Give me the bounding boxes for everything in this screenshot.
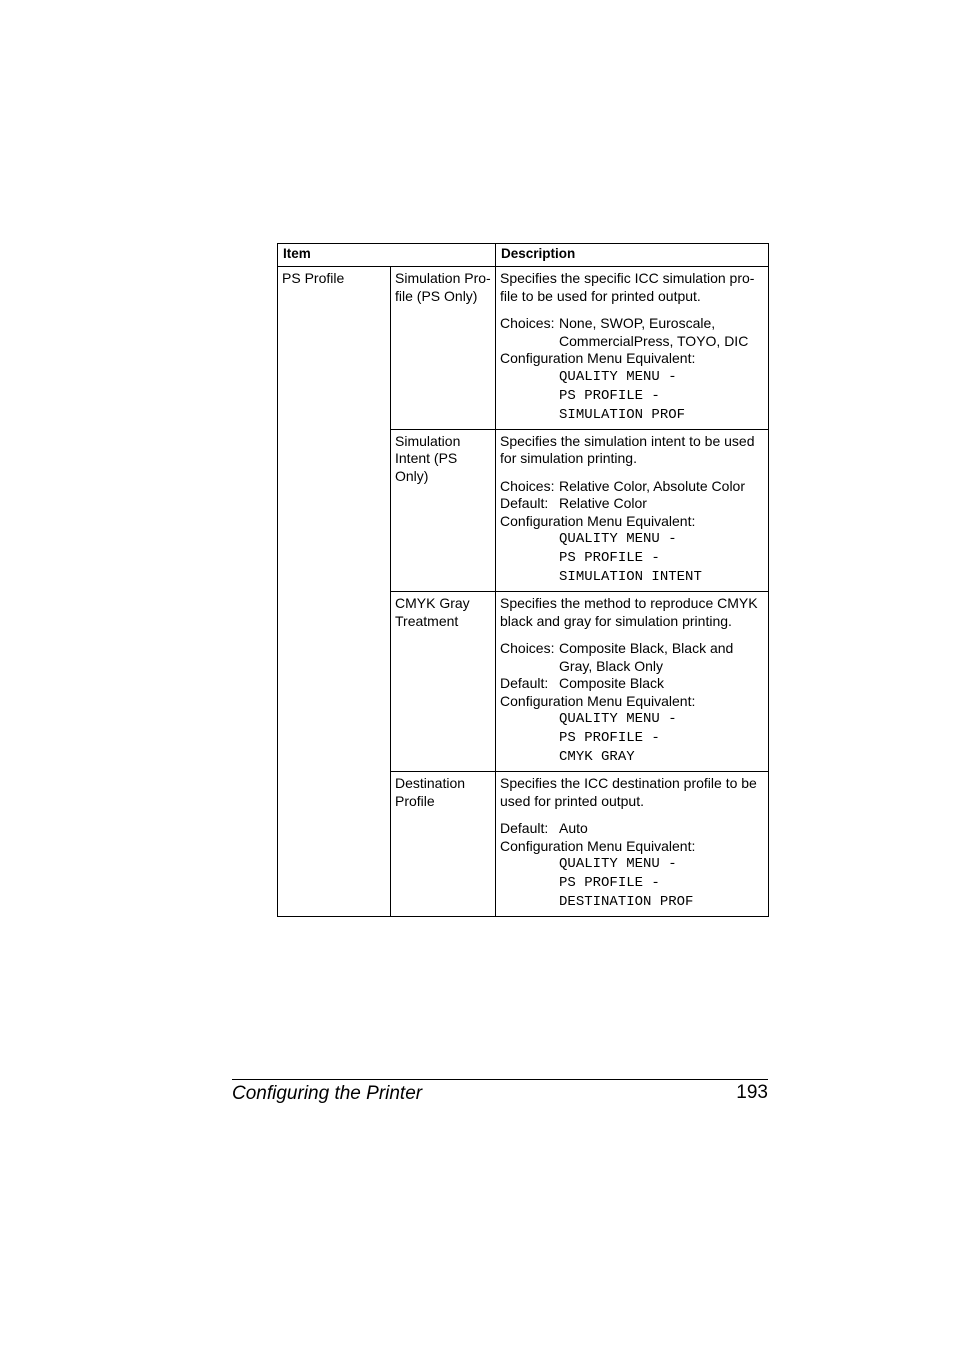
menu-path-line: PS PROFILE - bbox=[559, 387, 660, 404]
default-value: Relative Color bbox=[559, 495, 647, 511]
default-label: Default: bbox=[500, 675, 549, 691]
config-menu-label: Configuration Menu Equivalent: bbox=[500, 837, 696, 854]
item-cell: Destination Profile bbox=[391, 772, 496, 917]
settings-table bbox=[277, 243, 769, 917]
header-item: Item bbox=[278, 244, 496, 267]
default-value: Auto bbox=[559, 820, 588, 836]
choices-label: Choices: bbox=[500, 477, 555, 494]
header-description: Description bbox=[496, 244, 769, 267]
description-cell bbox=[496, 592, 769, 772]
choices-label: Choices: bbox=[500, 315, 555, 331]
description-cell bbox=[496, 429, 769, 592]
choices-line bbox=[500, 640, 764, 675]
item-cell: Simulation Pro-file (PS Only) bbox=[391, 267, 496, 430]
choices-label: Choices: bbox=[500, 640, 555, 656]
description-intro: Specifies the ICC destination profile to be used for printed output. bbox=[500, 775, 757, 809]
description-cell bbox=[496, 267, 769, 430]
menu-path-line: PS PROFILE - bbox=[559, 550, 660, 566]
menu-path-line: QUALITY MENU - bbox=[559, 711, 677, 727]
choices-value: None, SWOP, Euroscale, CommercialPress, TOYO, DIC bbox=[559, 315, 749, 349]
table-row bbox=[278, 267, 769, 430]
menu-path-line: PS PROFILE - bbox=[559, 875, 660, 891]
config-menu-label: Configuration Menu Equivalent: bbox=[500, 350, 696, 366]
page-number: 193 bbox=[736, 1082, 768, 1103]
footer-divider bbox=[232, 1079, 768, 1080]
menu-path-line: SIMULATION INTENT bbox=[559, 569, 702, 585]
menu-path-line: QUALITY MENU - bbox=[559, 856, 677, 872]
item-cell: CMYK Gray Treatment bbox=[391, 592, 496, 772]
default-line bbox=[500, 675, 764, 693]
default-line bbox=[500, 495, 764, 513]
menu-path-line: QUALITY MENU - bbox=[559, 531, 677, 547]
menu-path-line: CMYK GRAY bbox=[559, 749, 635, 765]
description-intro: Specifies the simulation intent to be used for simulation printing. bbox=[500, 432, 755, 466]
config-menu-label: Configuration Menu Equivalent: bbox=[500, 512, 696, 529]
item-cell: Simulation Intent (PS Only) bbox=[391, 429, 496, 592]
menu-path-line: PS PROFILE - bbox=[559, 730, 660, 746]
default-label: Default: bbox=[500, 820, 549, 836]
description-cell bbox=[496, 772, 769, 917]
choices-line bbox=[500, 315, 764, 350]
description-intro: Specifies the method to reproduce CMYK black and gray for simulation printing. bbox=[500, 595, 758, 629]
choices-value: Composite Black, Black and Gray, Black Only bbox=[559, 640, 734, 674]
menu-path-line: QUALITY MENU - bbox=[559, 368, 677, 385]
table-header-row bbox=[278, 244, 769, 267]
choices-line bbox=[500, 478, 764, 496]
choices-value: Relative Color, Absolute Color bbox=[559, 477, 746, 494]
menu-path-line: SIMULATION PROF bbox=[559, 406, 686, 423]
menu-path-line: DESTINATION PROF bbox=[559, 894, 694, 910]
config-menu-label: Configuration Menu Equivalent: bbox=[500, 692, 696, 709]
group-cell: PS Profile bbox=[278, 267, 391, 917]
default-value: Composite Black bbox=[559, 675, 665, 691]
default-line bbox=[500, 820, 764, 838]
footer-title: Configuring the Printer bbox=[232, 1083, 423, 1104]
description-intro: Specifies the specific ICC simulation pro-file to be used for printed output. bbox=[500, 270, 755, 304]
default-label: Default: bbox=[500, 495, 549, 511]
